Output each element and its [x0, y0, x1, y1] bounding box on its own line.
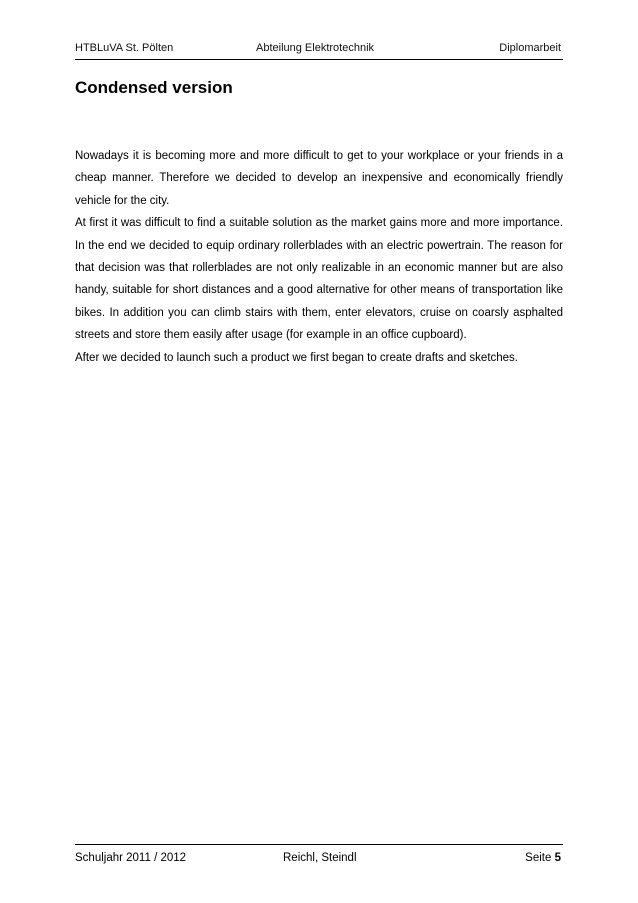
footer-divider — [75, 844, 563, 845]
footer-page-indicator — [525, 848, 561, 868]
header-department: Abteilung Elektrotechnik — [256, 42, 375, 54]
page-header — [75, 38, 563, 58]
footer-school-year: Schuljahr 2011 / 2012 — [75, 852, 187, 864]
page-footer — [75, 848, 563, 868]
page-label: Seite — [525, 852, 552, 864]
paragraph: Nowadays it is becoming more and more difficult to get to your workplace or your friends in a cheap manner. Therefore we decided to develop an inexpensive and economically friendly vehicle for the city. — [75, 150, 563, 207]
header-divider — [75, 59, 563, 60]
section-title: Condensed version — [75, 78, 233, 97]
paragraph: After we decided to launch such a product we first began to create drafts and sketches. — [75, 351, 519, 364]
paragraph: At first it was difficult to find a suitable solution as the market gains more and more importance. In the end we decided to equip ordinary rollerblades with an electric powertrain. The reason for that decision was that rollerblades are not only realizable in an economic manner but are also handy, suitable for short distances and a good alternative for other means of transportation like bikes. In addition you can climb stairs with them, enter elevators, cruise on coarsly asphalted streets and store them easily after usage (for example in an office cupboard). — [75, 217, 563, 342]
page-number: 5 — [554, 852, 561, 864]
header-document-type: Diplomarbeit — [499, 42, 561, 54]
header-school: HTBLuVA St. Pölten — [75, 42, 174, 54]
footer-authors: Reichl, Steindl — [283, 852, 357, 864]
section-body — [75, 145, 563, 369]
